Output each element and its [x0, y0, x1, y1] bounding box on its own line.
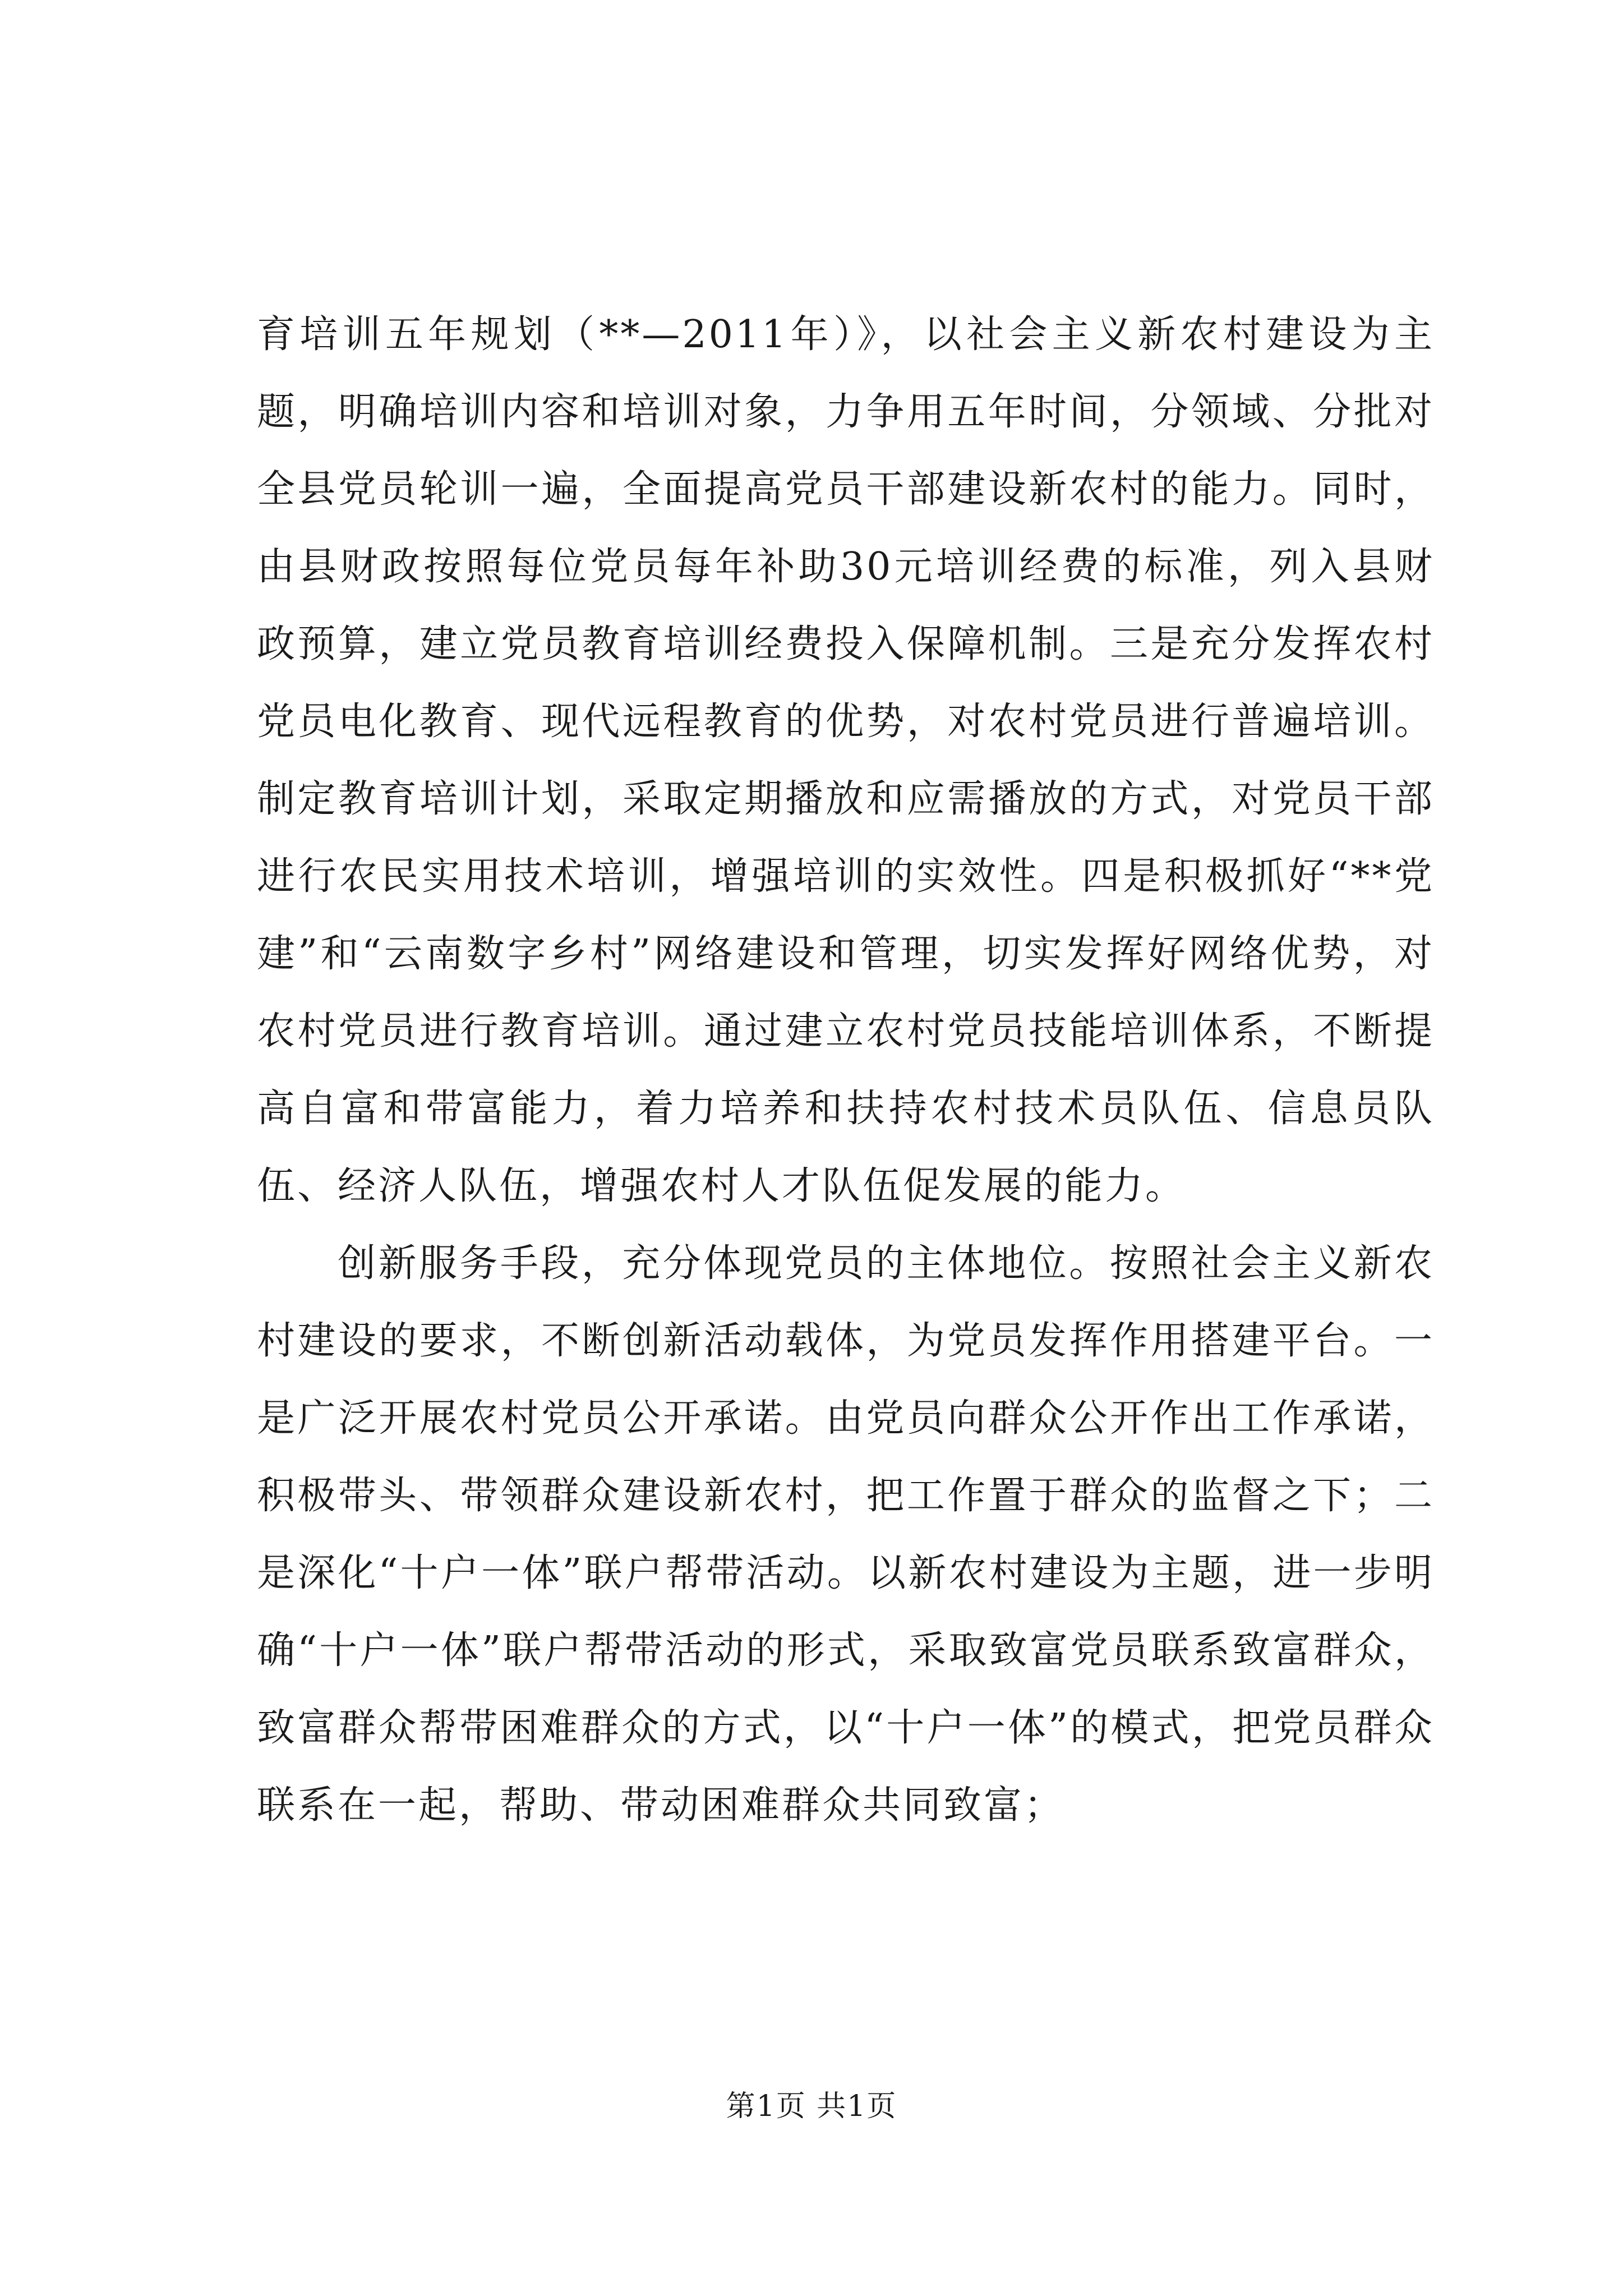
document-body — [257, 296, 1435, 1844]
paragraph-service-innovation: 创新服务手段，充分体现党员的主体地位。按照社会主义新农村建设的要求，不断创新活动载体，为党员发挥作用搭建平台。一是广泛开展农村党员公开承诺。由党员向群众公开作出工作承诺，积极带头、带领群众建设新农村，把工作置于群众的监督之下；二是深化“十户一体”联户帮带活动。以新农村建设为主题，进一步明确“十户一体”联户帮带活动的形式，采取致富党员联系致富群众，致富群众帮带困难群众的方式，以“十户一体”的模式，把党员群众联系在一起，帮助、带动困难群众共同致富； — [257, 1241, 1435, 1828]
paragraph-training-plan: 育培训五年规划（**—2011年）》，以社会主义新农村建设为主题，明确培训内容和培训对象，力争用五年时间，分领域、分批对全县党员轮训一遍，全面提高党员干部建设新农村的能力。同时，由县财政按照每位党员每年补助30元培训经费的标准，列入县财政预算，建立党员教育培训经费投入保障机制。三是充分发挥农村党员电化教育、现代远程教育的优势，对农村党员进行普遍培训。制定教育培训计划，采取定期播放和应需播放的方式，对党员干部进行农民实用技术培训，增强培训的实效性。四是积极抓好“**党建”和“云南数字乡村”网络建设和管理，切实发挥好网络优势，对农村党员进行教育培训。通过建立农村党员技能培训体系，不断提高自富和带富能力，着力培养和扶持农村技术员队伍、信息员队伍、经济人队伍，增强农村人才队伍促发展的能力。 — [257, 312, 1435, 1208]
page-footer: 第1页 共1页 — [726, 2090, 897, 2123]
